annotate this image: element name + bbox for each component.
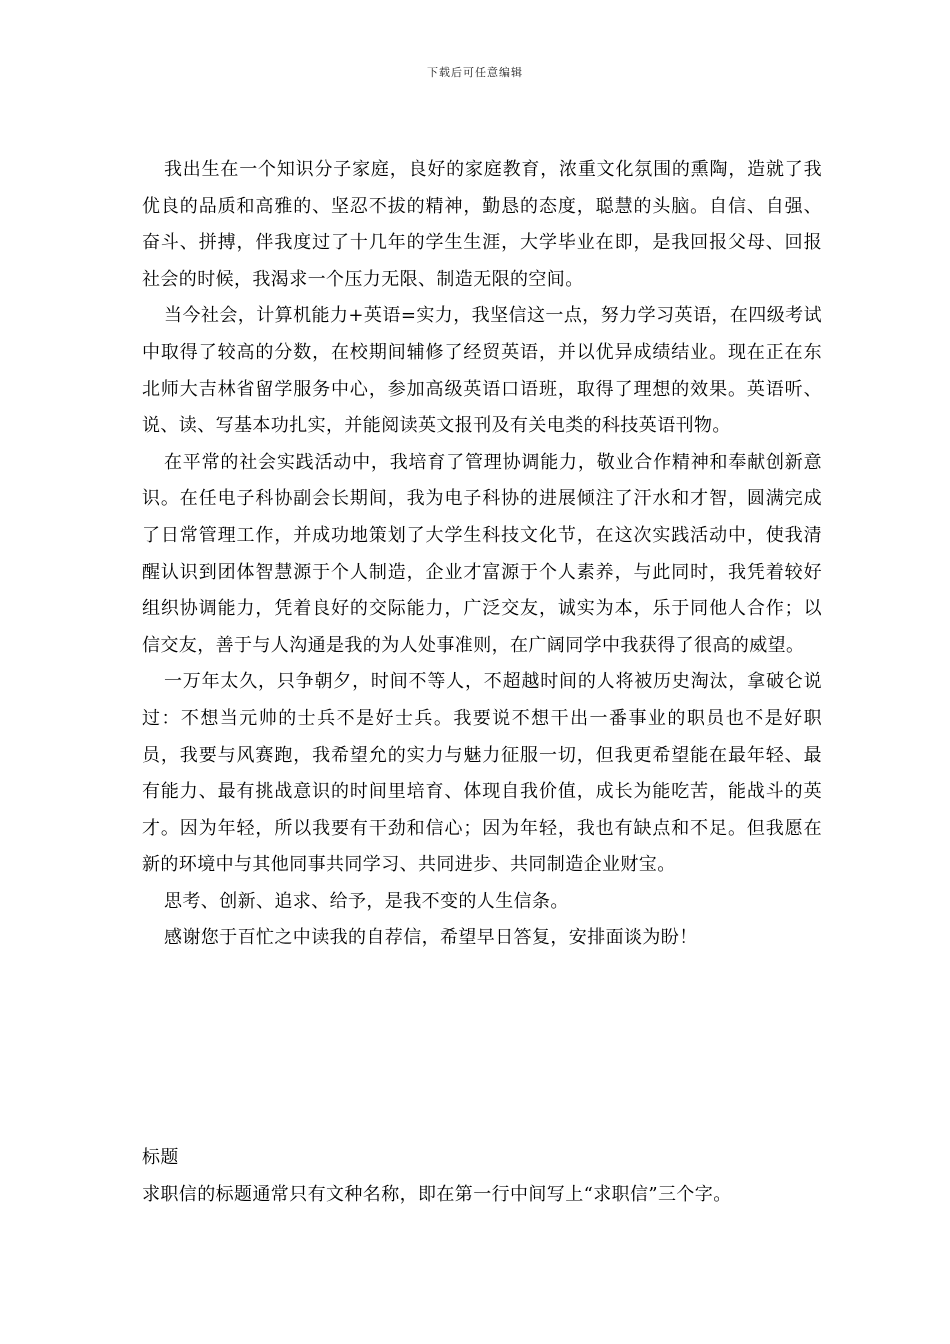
paragraph-social-practice: 在平常的社会实践活动中，我培育了管理协调能力，敬业合作精神和奉献创新意识。在任电子科协副会长期间，我为电子科协的进展倾注了汗水和才智，圆满完成了日常管理工作，并成功地策划了大学生科技文化节，在这次实践活动中，使我清醒认识到团体智慧源于个人制造，企业才富源于个人素养，与此同时，我凭着较好组织协调能力，凭着良好的交际能力，广泛交友，诚实为本，乐于同他人合作；以信交友，善于与人沟通是我的为人处事准则，在广阔同学中我获得了很高的威望。 — [142, 451, 822, 656]
section-text: 求职信的标题通常只有文种名称，即在第一行中间写上“求职信”三个字。 — [142, 1183, 732, 1205]
paragraph-closing: 感谢您于百忙之中读我的自荐信，希望早日答复，安排面谈为盼！ — [164, 927, 698, 949]
paragraph-ambition: 一万年太久，只争朝夕，时间不等人，不超越时间的人将被历史淘汰，拿破仑说过：不想当元帅的士兵不是好士兵。我要说不想干出一番事业的职员也不是好职员，我要与风赛跑，我希望允的实力与魅力征服一切，但我更希望能在最年轻、最有能力、最有挑战意识的时间里培育、体现自我价值，成长为能吃苦，能战斗的英才。因为年轻，所以我要有干劲和信心；因为年轻，我也有缺点和不足。但我愿在新的环境中与其他同事共同学习、共同进步、共同制造企业财宝。 — [142, 671, 822, 876]
letter-body — [142, 152, 822, 957]
page-header-note: 下载后可任意编辑 — [427, 66, 523, 79]
paragraph-english-skills: 当今社会，计算机能力+英语=实力，我坚信这一点，努力学习英语，在四级考试中取得了较高的分数，在校期间辅修了经贸英语，并以优异成绩结业。现在正在东北师大吉林省留学服务中心，参加高级英语口语班，取得了理想的效果。英语听、说、读、写基本功扎实，并能阅读英文报刊及有关电类的科技英语刊物。 — [142, 305, 822, 437]
paragraph-background: 我出生在一个知识分子家庭，良好的家庭教育，浓重文化氛围的熏陶，造就了我优良的品质和高雅的、坚忍不拔的精神，勤恳的态度，聪慧的头脑。自信、自强、奋斗、拼搏，伴我度过了十几年的学生生涯，大学毕业在即，是我回报父母、回报社会的时候，我渴求一个压力无限、制造无限的空间。 — [142, 159, 822, 290]
section-heading: 标题 — [142, 1147, 179, 1168]
title-section — [142, 1140, 822, 1213]
paragraph-motto: 思考、创新、追求、给予，是我不变的人生信条。 — [164, 890, 569, 912]
